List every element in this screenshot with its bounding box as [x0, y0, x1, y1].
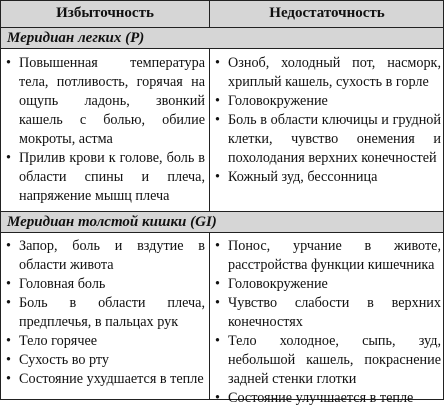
large-intestine-excess-cell	[6, 237, 205, 389]
bullet-icon: •	[6, 238, 11, 254]
table-header	[1, 1, 443, 28]
list-item: • Запор, боль и вздутие в области живота	[6, 238, 205, 273]
column-divider	[209, 48, 210, 211]
section-lung-meridian: Меридиан легких (P)	[1, 27, 443, 49]
list-item: • Состояние ухудшается в тепле	[6, 371, 204, 387]
list-item: • Состояние улучшается в тепле	[215, 390, 414, 406]
list-item: • Понос, урчание в животе, расстройства функции кишечника	[215, 238, 441, 273]
list-item: • Кожный зуд, бессонница	[215, 169, 378, 185]
bullet-icon: •	[215, 295, 220, 311]
section-large-intestine-meridian: Меридиан толстой кишки (GI)	[1, 211, 443, 233]
list-item: • Прилив крови к голове, боль в области спины и плеча, напряжение мышц плеча	[6, 150, 205, 204]
list-item: • Тело холодное, сыпь, зуд, небольшой кашель, покраснение задней стенки глотки	[215, 333, 441, 387]
lung-deficiency-cell	[215, 54, 441, 187]
bullet-icon: •	[6, 371, 11, 387]
bullet-icon: •	[215, 333, 220, 349]
bullet-icon: •	[215, 238, 220, 254]
list-item: • Повышенная температура тела, потливость, горячая на ощупь ладонь, звонкий кашель с болью, обилие мокроты, астма	[6, 55, 205, 147]
list-item: • Боль в области плеча, предплечья, в пальцах рук	[6, 295, 205, 330]
bullet-icon: •	[215, 55, 220, 71]
list-item: • Озноб, холодный пот, насморк, хриплый кашель, сухость в горле	[215, 55, 441, 90]
bullet-icon: •	[6, 150, 11, 166]
bullet-icon: •	[6, 276, 11, 292]
lung-excess-cell	[6, 54, 205, 206]
header-deficiency: Недостаточность	[269, 5, 385, 21]
bullet-icon: •	[215, 276, 220, 292]
bullet-icon: •	[215, 390, 220, 406]
column-divider	[209, 232, 210, 400]
bullet-icon: •	[6, 55, 11, 71]
list-item: • Тело горячее	[6, 333, 98, 349]
bullet-icon: •	[215, 93, 220, 109]
list-item: • Головокружение	[215, 276, 328, 292]
list-item: • Головная боль	[6, 276, 106, 292]
header-excess: Избыточность	[56, 5, 154, 21]
list-item: • Чувство слабости в верхних конечностях	[215, 295, 441, 330]
column-divider	[209, 1, 210, 28]
bullet-icon: •	[215, 169, 220, 185]
bullet-icon: •	[6, 352, 11, 368]
bullet-icon: •	[6, 295, 11, 311]
list-item: • Сухость во рту	[6, 352, 109, 368]
list-item: • Головокружение	[215, 93, 328, 109]
bullet-icon: •	[6, 333, 11, 349]
bullet-icon: •	[215, 112, 220, 128]
list-item: • Боль в области ключицы и грудной клетки, чувство онемения и похолодания верхних конечностей	[215, 112, 441, 166]
large-intestine-deficiency-cell	[215, 237, 441, 408]
